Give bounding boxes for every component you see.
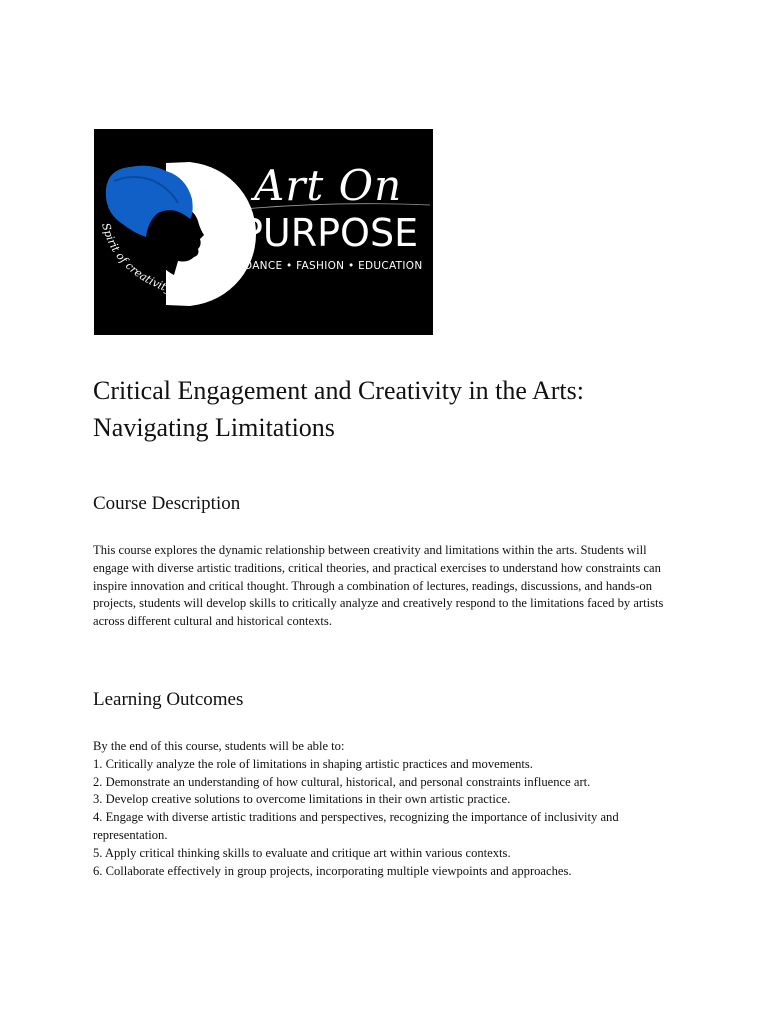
document-title: Critical Engagement and Creativity in the Arts: Navigating Limitations [93, 376, 584, 442]
learning-outcomes-heading: Learning Outcomes [93, 689, 244, 710]
logo-tagline: DANCE • FASHION • EDUCATION [244, 260, 423, 272]
course-description-heading: Course Description [93, 493, 241, 514]
art-on-purpose-logo [94, 129, 433, 335]
logo-curved-text: Spirit of creativity [99, 221, 174, 296]
list-item: 6. Collaborate effectively in group projects, incorporating multiple viewpoints and approaches. [93, 863, 572, 878]
list-item: 5. Apply critical thinking skills to evaluate and critique art within various contexts. [93, 845, 511, 860]
list-item: 3. Develop creative solutions to overcome limitations in their own artistic practice. [93, 792, 511, 807]
learning-outcomes-intro: By the end of this course, students will be able to: [93, 739, 345, 753]
list-item: 2. Demonstrate an understanding of how cultural, historical, and personal constraints influence art. [93, 774, 591, 789]
list-item: 1. Critically analyze the role of limitations in shaping artistic practices and movements. [93, 756, 533, 771]
learning-outcomes-list [93, 738, 683, 880]
logo-script-text: Art On [254, 161, 403, 210]
logo-brand-text: PURPOSE [240, 211, 419, 255]
course-description-body: This course explores the dynamic relationship between creativity and limitations within the arts. Students will engage with diverse artistic traditions, critical theories, and practical exercises to understand how constraints can inspire innovation and critical thought. Through a combination of lectures, readings, discussions, and hands-on projects, students will develop skills to critically analyze and creatively respond to the limitations faced by artists across different cultural and historical contexts. [93, 543, 664, 629]
list-item: 4. Engage with diverse artistic traditions and perspectives, recognizing the importance of inclusivity and representation. [93, 810, 619, 842]
